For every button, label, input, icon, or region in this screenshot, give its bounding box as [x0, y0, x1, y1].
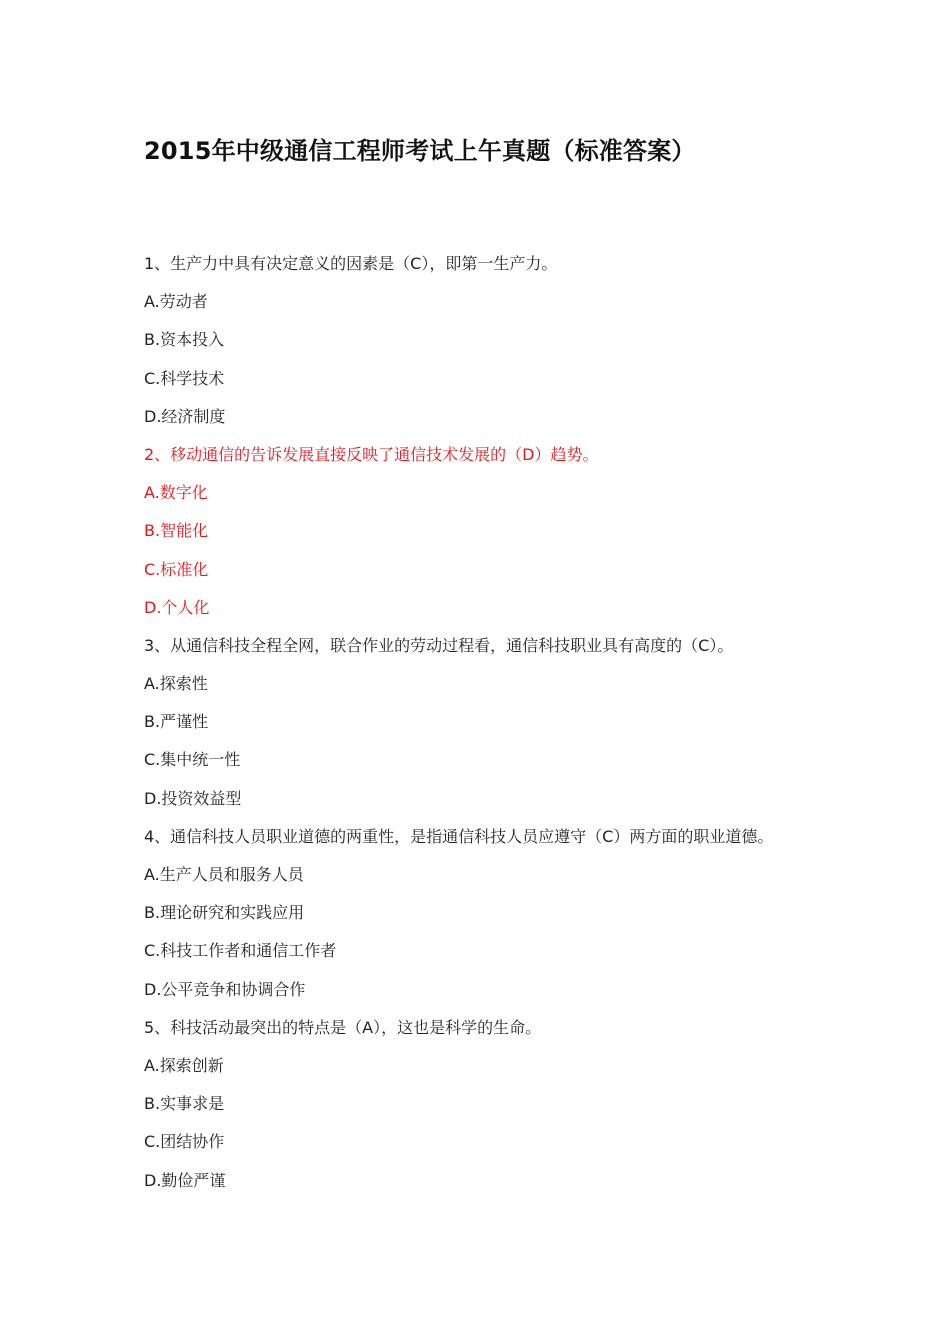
option-a: A.探索创新 — [144, 1055, 224, 1075]
question-stem: 1、生产力中具有决定意义的因素是（C），即第一生产力。 — [144, 254, 558, 273]
option-b: B.严谨性 — [144, 712, 209, 732]
option-d: D.投资效益型 — [144, 788, 242, 808]
option-a: A.劳动者 — [144, 292, 208, 312]
option-b: B.实事求是 — [144, 1094, 225, 1114]
question-stem: 4、通信科技人员职业道德的两重性，是指通信科技人员应遵守（C）两方面的职业道德。 — [144, 826, 774, 846]
option-d: D.勤俭严谨 — [144, 1170, 226, 1190]
option-c: C.团结协作 — [144, 1132, 225, 1152]
document-title: 2015年中级通信工程师考试上午真题（标准答案） — [144, 137, 696, 165]
option-d: D.个人化 — [144, 597, 210, 617]
question-stem: 5、科技活动最突出的特点是（A），这也是科学的生命。 — [144, 1017, 542, 1037]
option-c: C.科技工作者和通信工作者 — [144, 941, 337, 961]
option-b: B.智能化 — [144, 521, 209, 541]
option-a: A.数字化 — [144, 483, 208, 503]
option-b: B.理论研究和实践应用 — [144, 903, 305, 923]
option-a: A.生产人员和服务人员 — [144, 865, 304, 884]
option-c: C.集中统一性 — [144, 750, 241, 770]
option-d: D.公平竞争和协调合作 — [144, 979, 306, 999]
option-c: C.标准化 — [144, 559, 209, 579]
question-list — [144, 250, 844, 1205]
option-b: B.资本投入 — [144, 330, 225, 350]
question-stem-highlighted: 2、移动通信的告诉发展直接反映了通信技术发展的（D）趋势。 — [144, 444, 599, 464]
option-a: A.探索性 — [144, 674, 208, 694]
option-d: D.经济制度 — [144, 406, 226, 426]
option-c: C.科学技术 — [144, 368, 225, 388]
question-stem: 3、从通信科技全程全网，联合作业的劳动过程看，通信科技职业具有高度的（C）。 — [144, 635, 734, 655]
